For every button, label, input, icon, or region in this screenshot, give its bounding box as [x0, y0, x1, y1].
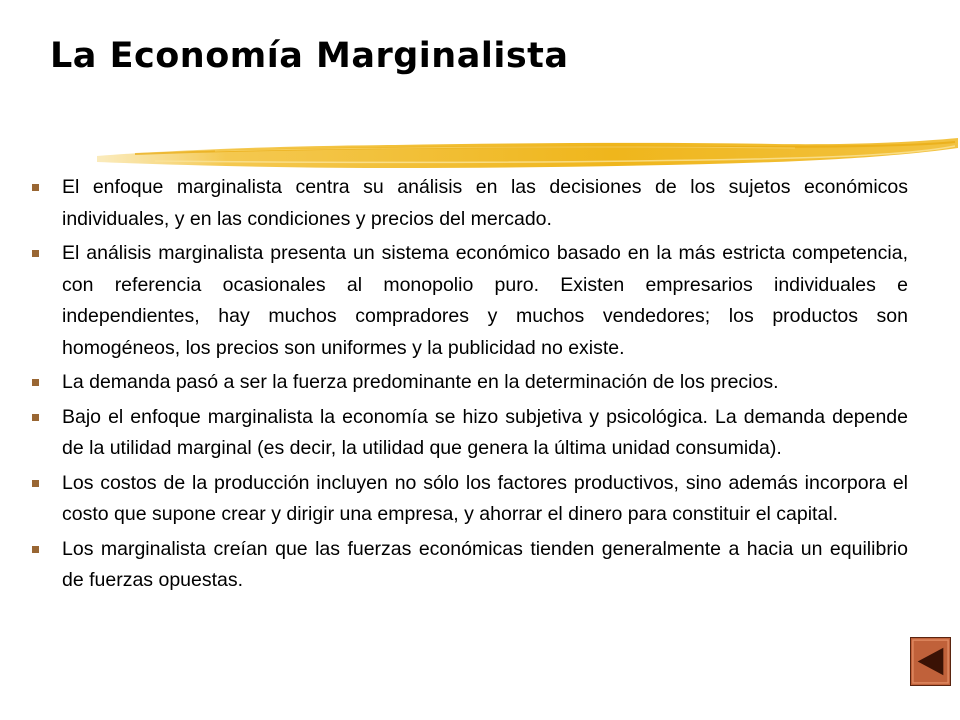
triangle-left-icon: [911, 638, 950, 685]
square-bullet-icon: [32, 414, 39, 421]
bullet-text: El análisis marginalista presenta un sistema económico basado en la más estricta competencia, con referencia ocasionales al monopolio puro. Existen empresarios individuales e independientes, hay muchos compradores y muchos vendedores; los productos son homogéneos, los precios son uniformes y la publicidad no existe.: [62, 242, 908, 359]
bullet-list: [30, 172, 908, 600]
square-bullet-icon: [32, 480, 39, 487]
brush-stroke-decoration: [95, 132, 960, 177]
previous-slide-button[interactable]: [910, 637, 951, 686]
square-bullet-icon: [32, 546, 39, 553]
square-bullet-icon: [32, 250, 39, 257]
bullet-item: [30, 238, 908, 364]
bullet-item: [30, 367, 908, 399]
bullet-text: La demanda pasó a ser la fuerza predominante en la determinación de los precios.: [62, 371, 779, 393]
slide-title: La Economía Marginalista: [50, 36, 569, 76]
square-bullet-icon: [32, 379, 39, 386]
bullet-item: [30, 402, 908, 465]
bullet-item: [30, 534, 908, 597]
bullet-text: Los marginalista creían que las fuerzas económicas tienden generalmente a hacia un equilibrio de fuerzas opuestas.: [62, 537, 908, 591]
bullet-item: [30, 468, 908, 531]
bullet-text: El enfoque marginalista centra su análisis en las decisiones de los sujetos económicos individuales, y en las condiciones y precios del mercado.: [62, 176, 908, 230]
bullet-text: Bajo el enfoque marginalista la economía se hizo subjetiva y psicológica. La demanda depende de la utilidad marginal (es decir, la utilidad que genera la última unidad consumida).: [62, 405, 908, 459]
bullet-item: [30, 172, 908, 235]
bullet-text: Los costos de la producción incluyen no sólo los factores productivos, sino además incorpora el costo que supone crear y dirigir una empresa, y ahorrar el dinero para constituir el capital.: [62, 471, 908, 525]
square-bullet-icon: [32, 184, 39, 191]
